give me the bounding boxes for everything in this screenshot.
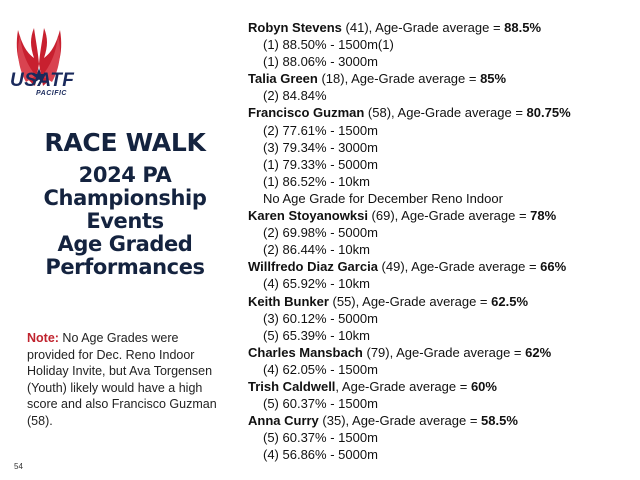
slide-title — [20, 128, 230, 279]
page-title: RACE WALK — [44, 128, 206, 157]
subtitle-line: 2024 PA — [78, 163, 172, 187]
performance-line: (2) 69.98% - 5000m — [263, 225, 378, 241]
athlete-age-label: , Age-Grade average = — [335, 378, 471, 394]
age-grade-average: 58.5% — [481, 413, 518, 429]
age-grade-average: 62% — [525, 344, 552, 360]
age-grade-average: 66% — [540, 259, 567, 275]
age-grade-average: 88.5% — [504, 20, 542, 35]
age-grade-average: 80.75% — [526, 105, 571, 121]
performance-line: (1) 88.50% - 1500m(1) — [263, 37, 394, 53]
logo-region-text: PACIFIC — [36, 90, 67, 97]
performance-line: (1) 86.52% - 10km — [263, 173, 370, 189]
results-list — [248, 19, 633, 463]
athlete-summary — [248, 207, 633, 224]
athlete-summary — [248, 104, 633, 121]
subtitle-line: Events — [86, 209, 164, 233]
athlete-age-label: (58), Age-Grade average = — [364, 105, 527, 121]
age-grade-average: 78% — [530, 208, 557, 224]
athlete-summary — [248, 378, 633, 395]
performance-line: (5) 65.39% - 10km — [263, 327, 370, 343]
subtitle-line: Championship — [43, 186, 207, 210]
performance-line: (5) 60.37% - 1500m — [263, 396, 378, 412]
performance-line: (2) 86.44% - 10km — [263, 242, 370, 258]
athlete-summary — [248, 293, 633, 310]
performance-line: (4) 65.92% - 10km — [263, 276, 370, 292]
athlete-age-label: (41), Age-Grade average = — [341, 20, 505, 35]
age-grade-average: 62.5% — [491, 293, 529, 309]
performance-line: No Age Grade for December Reno Indoor — [263, 190, 503, 206]
logo-brand-text: USATF — [10, 70, 75, 91]
athlete-name: Charles Mansbach — [248, 344, 363, 360]
subtitle-line: Performances — [45, 255, 205, 279]
athlete-age-label: (49), Age-Grade average = — [377, 259, 541, 275]
left-panel — [0, 0, 245, 480]
athlete-age-label: (69), Age-Grade average = — [367, 208, 531, 224]
athlete-name: Keith Bunker — [248, 293, 329, 309]
subtitle-line: Age Graded — [57, 232, 193, 256]
page-subtitle — [20, 164, 230, 279]
athlete-summary — [248, 258, 633, 275]
athlete-summary — [248, 344, 633, 361]
note-text — [27, 330, 227, 430]
athlete-age-label: (18), Age-Grade average = — [317, 71, 481, 87]
performance-line: (1) 88.06% - 3000m — [263, 54, 378, 70]
performance-line: (3) 60.12% - 5000m — [263, 310, 378, 326]
athlete-name: Robyn Stevens — [248, 20, 342, 35]
athlete-name: Karen Stoyanowksi — [248, 208, 368, 224]
performance-line: (1) 79.33% - 5000m — [263, 156, 378, 172]
athlete-age-label: (35), Age-Grade average = — [318, 413, 482, 429]
age-grade-average: 85% — [480, 71, 507, 87]
performance-line: (4) 56.86% - 5000m — [263, 447, 378, 463]
athlete-summary — [248, 19, 633, 36]
athlete-name: Willfredo Diaz Garcia — [248, 259, 378, 275]
note-label: Note: — [27, 331, 59, 345]
athlete-name: Anna Curry — [248, 413, 319, 429]
athlete-name: Francisco Guzman — [248, 105, 365, 121]
performance-line: (2) 84.84% — [263, 88, 327, 104]
age-grade-average: 60% — [470, 378, 497, 394]
athlete-age-label: (55), Age-Grade average = — [328, 293, 492, 309]
athlete-name: Trish Caldwell — [248, 378, 336, 394]
performance-line: (2) 77.61% - 1500m — [263, 122, 378, 138]
note-body: No Age Grades were provided for Dec. Reno Indoor Holiday Invite, but Ava Torgensen (Youth) likely would have a high score and also Francisco Guzman (58). — [27, 331, 217, 428]
page-number: 54 — [14, 462, 23, 471]
performance-line: (3) 79.34% - 3000m — [263, 139, 378, 155]
athlete-age-label: (79), Age-Grade average = — [362, 344, 526, 360]
athlete-name: Talia Green — [248, 71, 318, 87]
performance-line: (5) 60.37% - 1500m — [263, 430, 378, 446]
athlete-summary — [248, 412, 633, 429]
athlete-summary — [248, 70, 633, 87]
performance-line: (4) 62.05% - 1500m — [263, 361, 378, 377]
